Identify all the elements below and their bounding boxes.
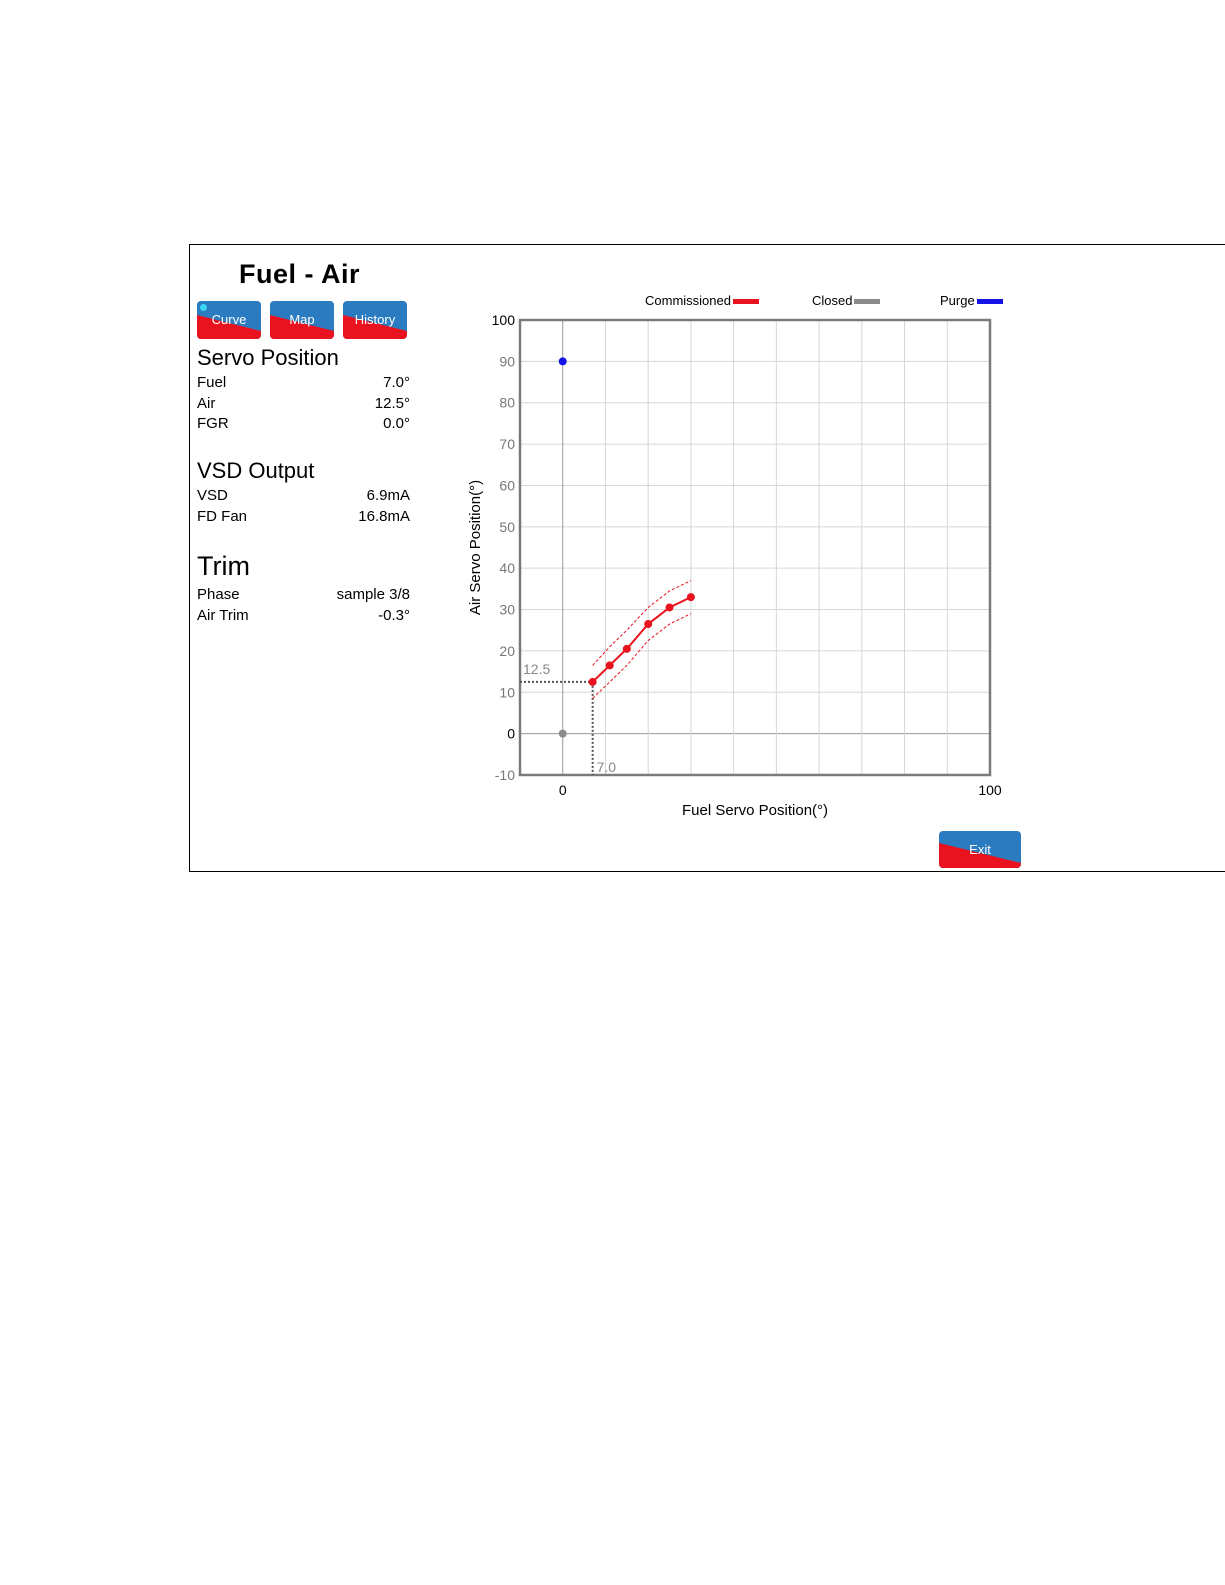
row-label: Fuel bbox=[197, 374, 227, 391]
row-label: FD Fan bbox=[197, 508, 248, 525]
vsd-row-fd-fan bbox=[197, 507, 410, 527]
legend-closed bbox=[812, 293, 880, 309]
y-tick-label: 80 bbox=[499, 394, 515, 411]
row-label: FGR bbox=[197, 415, 229, 432]
trim-heading: Trim bbox=[197, 551, 250, 581]
data-point bbox=[623, 645, 631, 653]
x-tick-label: 100 bbox=[978, 782, 1002, 798]
y-tick-label: 10 bbox=[499, 684, 515, 701]
y-tick-label: 50 bbox=[499, 518, 515, 535]
tab-map-label: Map bbox=[289, 312, 315, 327]
plot-frame bbox=[520, 320, 990, 775]
y-tick-label: -10 bbox=[494, 767, 515, 783]
data-point bbox=[559, 357, 567, 365]
row-label: Air bbox=[197, 395, 216, 412]
exit-button-label: Exit bbox=[969, 842, 991, 857]
vsd-row-vsd bbox=[197, 486, 410, 506]
legend-label: Purge bbox=[940, 293, 975, 308]
data-point bbox=[559, 730, 567, 738]
data-point bbox=[606, 661, 614, 669]
legend-swatch bbox=[733, 299, 759, 304]
tab-map[interactable] bbox=[270, 301, 334, 339]
legend-commissioned bbox=[645, 293, 759, 309]
trim-row-air-trim bbox=[197, 606, 410, 626]
row-value: 7.0° bbox=[383, 374, 410, 391]
y-tick-label: 90 bbox=[499, 353, 515, 370]
legend-purge bbox=[940, 293, 1003, 309]
row-value: -0.3° bbox=[378, 607, 410, 624]
servo-position-heading: Servo Position bbox=[197, 345, 339, 370]
active-indicator-icon bbox=[200, 304, 207, 311]
data-point bbox=[687, 593, 695, 601]
upper-band-line bbox=[593, 581, 691, 666]
legend-swatch bbox=[854, 299, 880, 304]
row-value: 0.0° bbox=[383, 415, 410, 432]
page-title: Fuel - Air bbox=[239, 259, 361, 289]
y-tick-label: 40 bbox=[499, 560, 515, 577]
fuel-air-curve-chart bbox=[460, 313, 1020, 833]
y-tick-label: 30 bbox=[499, 601, 515, 618]
row-label: Phase bbox=[197, 586, 240, 603]
row-label: VSD bbox=[197, 487, 228, 504]
exit-button[interactable] bbox=[939, 831, 1021, 868]
tab-history-label: History bbox=[354, 312, 396, 327]
trim-row-phase bbox=[197, 585, 410, 605]
current-y-label: 12.5 bbox=[523, 660, 551, 677]
x-tick-label: 0 bbox=[558, 782, 567, 798]
data-point bbox=[644, 620, 652, 628]
servo-row-air bbox=[197, 394, 410, 414]
legend-swatch bbox=[977, 299, 1003, 304]
y-tick-label: 100 bbox=[491, 313, 515, 328]
row-label: Air Trim bbox=[197, 607, 249, 624]
y-tick-label: 60 bbox=[499, 477, 515, 494]
lower-band-line bbox=[593, 614, 691, 699]
current-x-label: 7.0 bbox=[596, 759, 617, 775]
y-axis-label: Air Servo Position(°) bbox=[467, 479, 484, 616]
tab-curve[interactable] bbox=[197, 301, 261, 339]
row-value: 6.9mA bbox=[366, 487, 410, 504]
servo-row-fgr bbox=[197, 414, 410, 434]
y-tick-label: 70 bbox=[499, 436, 515, 453]
row-value: 12.5° bbox=[374, 395, 410, 412]
vsd-output-heading: VSD Output bbox=[197, 458, 315, 483]
legend-label: Closed bbox=[812, 293, 853, 308]
data-point bbox=[589, 678, 597, 686]
y-tick-label: 20 bbox=[499, 642, 515, 659]
y-tick-label: 0 bbox=[507, 725, 515, 742]
row-value: 16.8mA bbox=[358, 508, 410, 525]
x-axis-label: Fuel Servo Position(°) bbox=[681, 802, 829, 819]
legend-label: Commissioned bbox=[645, 293, 731, 308]
row-value: sample 3/8 bbox=[336, 586, 410, 603]
tab-curve-label: Curve bbox=[211, 312, 247, 327]
tab-history[interactable] bbox=[343, 301, 407, 339]
data-point bbox=[666, 603, 674, 611]
fuel-air-screen bbox=[189, 244, 1225, 872]
servo-row-fuel bbox=[197, 373, 410, 393]
